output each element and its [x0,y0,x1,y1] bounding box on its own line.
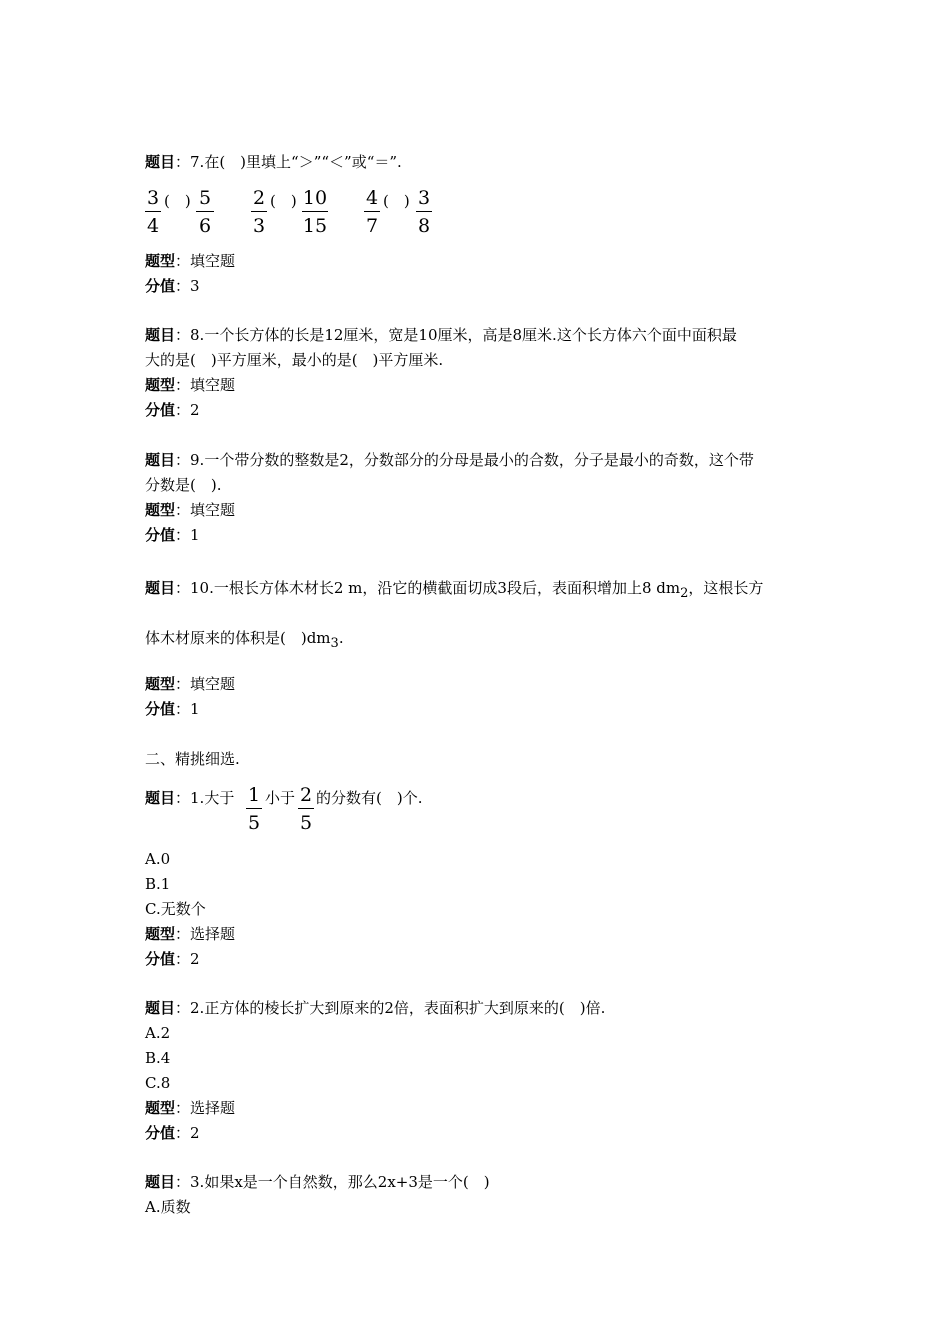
q7-fraction-3: 2 3 [252,187,266,237]
q7-title-label: 题目 [145,153,176,171]
s2-q3-title: 题目：3.如果x是一个自然数，那么2x+3是一个( ) [145,1173,490,1191]
q7-fraction-2: 5 6 [196,187,214,237]
q7-text: ：7.在( )里填上“＞”“＜”或“＝”. [175,153,402,171]
q8-text-line2: 大的是( )平方厘米，最小的是( )平方厘米. [145,351,444,369]
q7-blank-3: ( ) [383,192,410,210]
q8-type: 题型：填空题 [145,376,236,394]
q7-fraction-4: 10 15 [302,187,328,237]
s2-q3-option-a: A.质数 [145,1198,191,1216]
s2-q2-title: 题目：2.正方体的棱长扩大到原来的2倍，表面积扩大到原来的( )倍. [145,999,606,1017]
q10-text-line2: 体木材原来的体积是( )dm3. [145,629,344,651]
s2-q1-option-c: C.无数个 [145,900,206,918]
q7-type: 题型：填空题 [145,252,236,270]
q10-type: 题型：填空题 [145,675,236,693]
q8-score: 分值：2 [145,401,200,419]
q9-score: 分值：1 [145,526,200,544]
q7-blank-2: ( ) [270,192,297,210]
s2-q1-option-a: A.0 [145,850,171,868]
s2-q1-option-b: B.1 [145,875,171,893]
s2-q1-fraction-2: 2 5 [299,784,313,834]
s2-q1-type: 题型：选择题 [145,925,236,943]
q7-score: 分值：3 [145,277,200,295]
s2-q1-text-c: 的分数有( )个. [316,789,423,807]
q7-fraction-5: 4 7 [365,187,379,237]
s2-q2-score: 分值：2 [145,1124,200,1142]
s2-q1-score: 分值：2 [145,950,200,968]
s2-q2-option-a: A.2 [145,1024,171,1042]
q10-title: 题目：10.一根长方体木材长2 m，沿它的横截面切成3段后，表面积增加上8 dm2，这根长方 [145,579,764,601]
s2-q1-text-b: 小于 [265,789,296,807]
s2-q1-fraction-1: 1 5 [247,784,261,834]
q7-fraction-1: 3 4 [146,187,160,237]
q7-title [145,152,402,172]
q10-score: 分值：1 [145,700,200,718]
s2-q2-option-c: C.8 [145,1074,171,1092]
q7-blank-1: ( ) [164,192,191,210]
s2-q2-option-b: B.4 [145,1049,171,1067]
section-heading: 二、精挑细选. [145,750,240,768]
q9-title: 题目：9.一个带分数的整数是2，分数部分的分母是最小的合数，分子是最小的奇数，这个带 [145,451,754,469]
q8-title: 题目：8.一个长方体的长是12厘米，宽是10厘米，高是8厘米.这个长方体六个面中面积最 [145,326,737,344]
s2-q1-title: 题目：1.大于 [145,789,235,807]
q9-text-line2: 分数是( ). [145,476,222,494]
q9-type: 题型：填空题 [145,501,236,519]
s2-q2-type: 题型：选择题 [145,1099,236,1117]
q7-fraction-6: 3 8 [417,187,431,237]
